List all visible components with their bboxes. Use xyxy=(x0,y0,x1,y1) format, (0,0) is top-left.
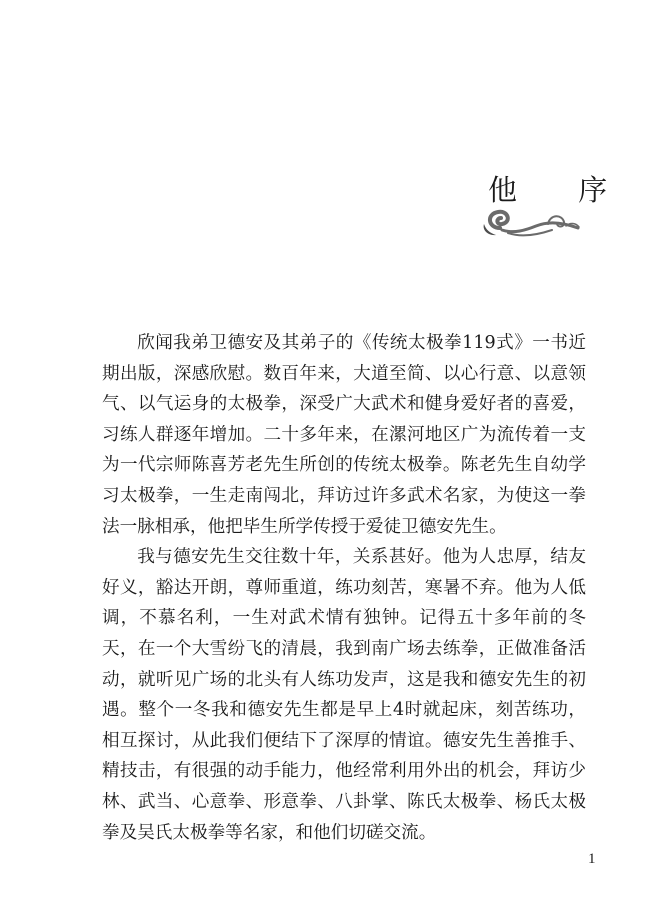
preface-body xyxy=(102,328,586,848)
paragraph-2: 我与德安先生交往数十年，关系甚好。他为人忠厚，结友好义，豁达开朗，尊师重道，练功刻苦，寒暑不弃。他为人低调，不慕名利，一生对武术情有独钟。记得五十多年前的冬天，在一个大雪纷飞的清晨，我到南广场去练拳，正做准备活动，就听见广场的北头有人练功发声，这是我和德安先生的初遇。整个一冬我和德安先生都是早上4时就起床，刻苦练功，相互探讨，从此我们便结下了深厚的情谊。德安先生善推手、精技击，有很强的动手能力，他经常利用外出的机会，拜访少林、武当、心意拳、形意拳、八卦掌、陈氏太极拳、杨氏太极拳及吴氏太极拳等名家，和他们切磋交流。 xyxy=(102,547,586,843)
cloud-swirl-icon xyxy=(478,200,583,242)
paragraph-1: 欣闻我弟卫德安及其弟子的《传统太极拳119式》一书近期出版，深感欣慰。数百年来，大道至简、以心行意、以意领气、以气运身的太极拳，深受广大武术和健身爱好者的喜爱，习练人群逐年增加。二十多年来，在漯河地区广为流传着一支为一代宗师陈喜芳老先生所创的传统太极拳。陈老先生自幼学习太极拳，一生走南闯北，拜访过许多武术名家，为使这一拳法一脉相承，他把毕生所学传授于爱徒卫德安先生。 xyxy=(102,333,586,537)
page-number: 1 xyxy=(588,851,596,867)
page-title: 他 序 xyxy=(488,173,634,207)
